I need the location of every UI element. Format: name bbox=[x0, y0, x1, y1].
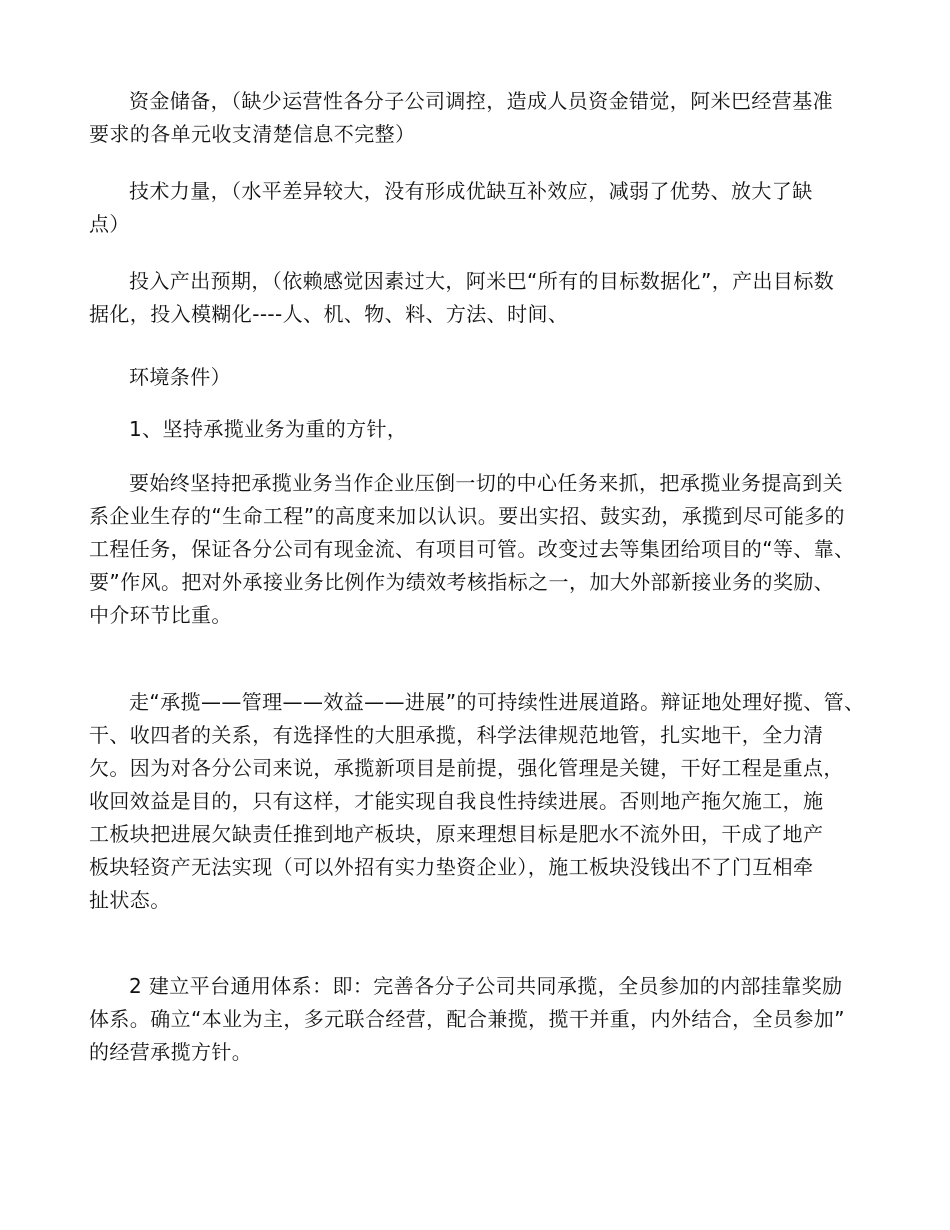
text-line: 技术力量，（水平差异较大，没有形成优缺互补效应，减弱了优势、放大了缺 bbox=[129, 179, 813, 203]
heading-point-1 bbox=[89, 413, 864, 446]
text-line: 收回效益是目的，只有这样，才能实现自我良性持续进展。否则地产拖欠施工，施 bbox=[89, 789, 824, 813]
text-line: 点） bbox=[89, 212, 130, 236]
text-line: 的经营承揽方针。 bbox=[89, 1040, 253, 1064]
paragraph-business-priority bbox=[89, 467, 864, 632]
paragraph-environment-conditions bbox=[89, 361, 864, 394]
text-line: 干、收四者的关系，有选择性的大胆承揽，科学法律规范地管，扎实地干，全力清 bbox=[89, 723, 824, 747]
paragraph-input-output-expectation bbox=[89, 265, 864, 331]
text-line: 欠。因为对各分公司来说，承揽新项目是前提，强化管理是关键，干好工程是重点， bbox=[89, 756, 844, 780]
text-line: 体系。确立“本业为主，多元联合经营，配合兼揽，揽干并重，内外结合，全员参加” bbox=[89, 1007, 845, 1031]
text-line: 扯状态。 bbox=[89, 888, 171, 912]
text-line: 1、坚持承揽业务为重的方针， bbox=[129, 417, 408, 441]
paragraph-platform-system bbox=[89, 970, 864, 1069]
text-line: 工程任务，保证各分公司有现金流、有项目可管。改变过去等集团给项目的“等、靠、 bbox=[89, 537, 855, 561]
text-line: 据化，投入模糊化----人、机、物、料、方法、时间、 bbox=[89, 302, 569, 326]
text-line: 投入产出预期，（依赖感觉因素过大，阿米巴“所有的目标数据化”，产出目标数 bbox=[129, 269, 835, 293]
text-line: 板块轻资产无法实现（可以外招有实力垫资企业），施工板块没钱出不了门互相牵 bbox=[89, 855, 814, 879]
paragraph-capital-reserve bbox=[89, 85, 864, 151]
text-line: 2 建立平台通用体系：即：完善各分子公司共同承揽，全员参加的内部挂靠奖励 bbox=[129, 974, 843, 998]
text-line: 环境条件） bbox=[129, 365, 231, 389]
text-line: 中介环节比重。 bbox=[89, 603, 232, 627]
paragraph-technical-strength bbox=[89, 175, 864, 241]
text-line: 系企业生存的“生命工程”的高度来加以认识。要出实招、鼓实劲，承揽到尽可能多的 bbox=[89, 504, 845, 528]
text-line: 要求的各单元收支清楚信息不完整） bbox=[89, 122, 416, 146]
text-line: 走“承揽——管理——效益——进展”的可持续性进展道路。辩证地处理好揽、管、 bbox=[129, 690, 865, 714]
text-line: 资金储备，（缺少运营性各分子公司调控，造成人员资金错觉，阿米巴经营基准 bbox=[129, 89, 833, 113]
paragraph-sustainable-development bbox=[89, 686, 864, 917]
text-line: 要”作风。把对外承接业务比例作为绩效考核指标之一，加大外部新接业务的奖励、 bbox=[89, 570, 835, 594]
text-line: 工板块把进展欠缺责任推到地产板块，原来理想目标是肥水不流外田，干成了地产 bbox=[89, 822, 824, 846]
text-line: 要始终坚持把承揽业务当作企业压倒一切的中心任务来抓，把承揽业务提高到关 bbox=[129, 471, 843, 495]
